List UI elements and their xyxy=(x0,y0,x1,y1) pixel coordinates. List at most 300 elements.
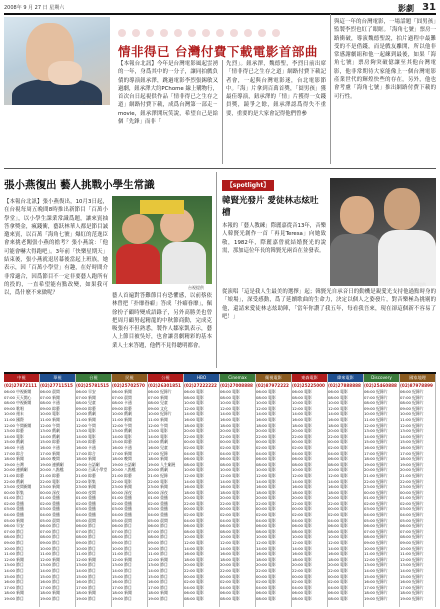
tv-program-row: 02:00 重播 xyxy=(4,500,24,506)
tv-program-row: 15:00 戲劇 xyxy=(4,439,24,445)
tv-program-row: 05:00 晨間 xyxy=(112,517,132,523)
top-photo-credit: 鄧超賀提供 xyxy=(80,100,100,105)
tv-program-row: 00:00 電影 xyxy=(256,506,276,512)
tv-program-row: 06:00 電影 xyxy=(256,456,276,462)
tv-program-row: 08:00 節目 xyxy=(4,534,24,540)
tv-program-row: 23:00 新聞 xyxy=(148,484,168,490)
tv-program-row: 06:00 節目 xyxy=(112,523,132,529)
tv-program-row: 06:00 電影 xyxy=(256,523,276,529)
tv-program-row: 10:00 電影 xyxy=(256,534,276,540)
tv-program-row: 16:00 電影 xyxy=(292,484,312,490)
tv-program-row: 09:00 節目 xyxy=(40,540,60,546)
tv-program-row: 03:00 紀錄片 xyxy=(400,506,424,512)
tv-program-row: 13:00 紀錄片 xyxy=(364,562,388,568)
tv-program-row: 11:00 節目 xyxy=(40,551,60,557)
tv-program-row: 22:00 電影 xyxy=(148,478,168,484)
tv-program-row: 06:00 紀錄片 xyxy=(148,389,172,394)
tv-program-row: 08:00 電影 xyxy=(256,461,276,467)
tv-program-row: 09:00 綜藝 xyxy=(76,405,96,411)
tv-program-row: 13:00 節目 xyxy=(4,562,24,568)
tv-program-row: 20:00 電影 xyxy=(184,428,204,434)
tv-program-row: 10:00 電影 xyxy=(220,400,240,406)
page-number: 31 xyxy=(422,2,436,13)
tv-program-row: 10:00 電影 xyxy=(328,400,348,406)
tv-program-row: 12:00 電影 xyxy=(328,405,348,411)
tv-program-row: 22:00 戲劇 xyxy=(4,478,24,484)
column-divider xyxy=(222,60,223,164)
tv-program-row: 07:00 晨間 xyxy=(112,394,132,400)
tv-program-row: 17:00 紀錄 xyxy=(148,450,168,456)
tv-program-row: 12:00 午間 xyxy=(112,422,132,428)
tv-program-row: 18:00 新聞 xyxy=(4,590,24,596)
tv-program-row: 10:00 紀錄片 xyxy=(400,545,424,551)
tv-channel-name: 台視 xyxy=(76,374,111,382)
tv-program-row: 08:00 電影 xyxy=(220,595,240,601)
tv-program-row: 12:00 電影 xyxy=(184,540,204,546)
tv-program-row: 23:00 新聞 xyxy=(40,484,60,490)
left-story-column-2: 藝人首遍對答難節目有恐懼感，以前蔡依林曾把「扑靡眷癖」答成「扑癖眷靡」，佩徐扮子顧時變成語錄子，另外高勝美也曾把周月顧努起精龍的中秋節商動，完成克吸張有不但熟悉，製作人鄒家凱表示，藝人上節目被吳好，也會讓喜劇精彩的基本業人士來答題，他們不見得聰明都會。 xyxy=(112,293,212,349)
tv-program-row: 20:00 電影 xyxy=(292,495,312,501)
tv-program-row: 06:00 早安 xyxy=(76,389,96,394)
tv-channel-phone: (02)27872111 xyxy=(4,383,37,388)
tv-program-row: 23:00 紀錄片 xyxy=(400,484,424,490)
tv-program-row: 16:00 電影 xyxy=(292,551,312,557)
tv-program-row: 00:00 電影 xyxy=(292,573,312,579)
tv-program-row: 16:00 卡通 xyxy=(40,444,60,450)
tv-program-row: 22:00 電影 xyxy=(220,433,240,439)
tv-program-row: 14:00 紀錄片 xyxy=(364,568,388,573)
tv-program-row: 08:00 電影 xyxy=(184,461,204,467)
tv-program-row: 08:00 電影 xyxy=(220,528,240,534)
tv-program-row: 04:00 紀錄片 xyxy=(400,512,424,518)
tv-program-row: 20:00 電影 xyxy=(292,428,312,434)
tv-program-row: 00:00 電影 xyxy=(220,573,240,579)
tv-channel-name: 衛視電影 xyxy=(256,374,291,382)
tv-program-row: 19:00 節目 xyxy=(112,595,132,601)
tv-program-row: 18:00 電影 xyxy=(328,556,348,562)
tv-program-row: 01:00 重播 xyxy=(76,495,96,501)
tv-channel-column xyxy=(4,374,40,607)
tv-program-row: 22:00 紀錄片 xyxy=(400,478,424,484)
tv-program-row: 00:00 電影 xyxy=(184,506,204,512)
tv-program-row: 13:00 戲劇 xyxy=(40,428,60,434)
tv-program-row: 17:00 紀錄片 xyxy=(400,450,424,456)
tv-program-row: 17:00 新聞 xyxy=(40,450,60,456)
tv-program-row: 01:00 節目 xyxy=(4,495,24,501)
tv-program-row: 20:00 八點檔 xyxy=(112,467,136,473)
tv-program-row: 04:00 電影 xyxy=(256,584,276,590)
tv-program-row: 16:00 紀錄片 xyxy=(400,444,424,450)
tv-program-row: 08:00 節目 xyxy=(76,534,96,540)
tv-program-row: 00:00 電影 xyxy=(292,506,312,512)
tv-program-row: 14:00 電影 xyxy=(328,478,348,484)
tv-program-row: 08:00 電影 xyxy=(328,595,348,601)
tv-program-row: 09:00 歌唱 xyxy=(4,405,24,411)
tv-program-row: 05:00 新聞 xyxy=(4,517,24,523)
tv-program-row: 18:00 電影 xyxy=(220,556,240,562)
tv-program-row: 10:00 紀錄片 xyxy=(364,545,388,551)
tv-program-row: 16:00 節目 xyxy=(40,579,60,585)
tv-program-row: 12:00 電影 xyxy=(256,405,276,411)
tv-program-row: 10:00 電影 xyxy=(328,467,348,473)
tv-program-row: 13:00 戲劇 xyxy=(112,428,132,434)
tv-program-row: 16:00 卡通 xyxy=(112,444,132,450)
tv-program-row: 15:00 節目 xyxy=(40,573,60,579)
tv-program-row: 16:00 電影 xyxy=(184,484,204,490)
tv-program-row: 08:00 電影 xyxy=(328,528,348,534)
tv-program-row: 12:00 紀錄片 xyxy=(364,556,388,562)
tv-program-row: 00:00 電影 xyxy=(220,439,240,445)
tv-program-row: 04:00 電影 xyxy=(328,517,348,523)
tv-program-row: 22:00 紀錄片 xyxy=(364,478,388,484)
tv-program-row: 02:00 重播 xyxy=(76,500,96,506)
tv-program-row: 14:00 電影 xyxy=(256,478,276,484)
tv-program-row: 02:00 電影 xyxy=(292,444,312,450)
tv-program-row: 14:00 紀錄片 xyxy=(400,433,424,439)
top-story-photo xyxy=(4,17,110,105)
tv-program-row: 14:00 電影 xyxy=(292,411,312,417)
tv-program-row: 14:00 電影 xyxy=(328,545,348,551)
tv-program-row: 00:00 紀錄片 xyxy=(364,489,388,495)
tv-program-row: 12:00 電影 xyxy=(220,405,240,411)
tv-program-row: 22:00 電影 xyxy=(328,568,348,573)
tv-program-row: 18:00 新聞 xyxy=(4,456,24,462)
tv-program-row: 14:00 紀錄片 xyxy=(364,433,388,439)
tv-program-row: 04:00 電影 xyxy=(328,584,348,590)
tv-program-row: 16:00 兒童 xyxy=(148,444,168,450)
tv-program-row: 21:00 綜藝 xyxy=(76,472,96,478)
tv-program-row: 18:00 電影 xyxy=(256,556,276,562)
left-photo-credit: 台視提供 xyxy=(188,285,204,290)
tv-program-row: 21:00 綜藝 xyxy=(40,472,60,478)
tv-program-row: 16:00 電影 xyxy=(220,416,240,422)
tv-program-row: 19:00 紀錄片 xyxy=(400,461,424,467)
tv-program-row: 11:00 新聞 xyxy=(148,416,168,422)
tv-program-row: 18:00 紀錄片 xyxy=(400,590,424,596)
tv-program-row: 00:00 電影 xyxy=(328,439,348,445)
tv-program-row: 23:00 夜間新聞 xyxy=(4,484,32,490)
tv-program-row: 04:00 電影 xyxy=(220,517,240,523)
tv-program-row: 23:00 新聞 xyxy=(112,484,132,490)
tv-program-row: 12:00 電影 xyxy=(256,472,276,478)
tv-program-row: 22:00 電影 xyxy=(184,433,204,439)
tv-program-row: 14:00 節目 xyxy=(148,568,168,573)
tv-program-row: 11:00 紀錄片 xyxy=(364,416,388,422)
tv-program-row: 08:00 電影 xyxy=(256,528,276,534)
tv-program-row: 03:00 重播 xyxy=(112,506,132,512)
tv-program-row: 14:00 電影 xyxy=(328,411,348,417)
tv-program-row: 05:00 晨間 xyxy=(40,517,60,523)
tv-program-row: 09:00 紀錄片 xyxy=(400,405,424,411)
tv-program-row: 08:00 電影 xyxy=(328,394,348,400)
tv-program-row: 06:00 新聞 xyxy=(112,389,132,394)
tv-program-row: 18:00 紀錄片 xyxy=(400,456,424,462)
tv-program-row: 08:00 電影 xyxy=(328,461,348,467)
tv-program-row: 21:00 紀錄片 xyxy=(364,472,388,478)
tv-program-row: 09:00 節目 xyxy=(4,540,24,546)
tv-program-row: 13:00 紀錄片 xyxy=(400,428,424,434)
tv-program-row: 14:00 節目 xyxy=(40,568,60,573)
tv-channel-phone: (02)27222222 xyxy=(184,383,217,388)
tv-program-row: 08:00 電影 xyxy=(292,394,312,400)
tv-program-row: 06:00 電影 xyxy=(184,456,204,462)
tv-channel-name: Discovery xyxy=(364,374,399,382)
tv-program-row: 15:00 紀錄片 xyxy=(400,439,424,445)
tv-program-row: 09:00 紀錄片 xyxy=(364,405,388,411)
tv-program-row: 02:00 電影 xyxy=(328,512,348,518)
tv-channel-name: 民視 xyxy=(112,374,147,382)
tv-program-row: 05:00 晨間 xyxy=(148,517,168,523)
tv-program-row: 12:00 紀錄片 xyxy=(400,556,424,562)
tv-program-row: 20:00 電影 xyxy=(256,428,276,434)
tv-program-row: 18:00 電影 xyxy=(292,422,312,428)
section-name: 影劇 xyxy=(398,4,414,13)
tv-program-row: 08:00 電影 xyxy=(220,394,240,400)
tv-program-row: 19:00 連續劇 xyxy=(40,461,64,467)
tv-channel-phone: (02)27711515 xyxy=(40,383,73,388)
tv-program-row: 21:00 綜藝 xyxy=(112,472,132,478)
tv-program-row: 12:00 新聞 xyxy=(76,556,96,562)
tv-program-row: 10:00 電影 xyxy=(292,467,312,473)
tv-program-row: 22:00 影集 xyxy=(76,478,96,484)
tv-program-row: 11:00 紀錄片 xyxy=(364,551,388,557)
tv-channel-name: Cinemax xyxy=(220,374,255,382)
tv-program-row: 12:00 電影 xyxy=(292,540,312,546)
tv-program-row: 14:00 戲劇 xyxy=(40,433,60,439)
tv-program-row: 15:00 節目 xyxy=(4,573,24,579)
tv-channel-name: 緯來電影 xyxy=(328,374,363,382)
tv-program-row: 04:00 電影 xyxy=(256,517,276,523)
tv-program-row: 04:00 重播 xyxy=(4,512,24,518)
tv-program-row: 07:00 紀錄片 xyxy=(400,394,424,400)
tv-program-row: 07:00 節目 xyxy=(76,528,96,534)
tv-program-row: 16:00 紀錄片 xyxy=(364,444,388,450)
tv-program-row: 17:00 節目 xyxy=(40,584,60,590)
tv-program-row: 13:00 綜藝 xyxy=(4,428,24,434)
spotlight-photo-credit: 華研提供 xyxy=(410,282,426,287)
tv-program-row: 08:00 電影 xyxy=(184,528,204,534)
tv-program-row: 07:00 紀錄片 xyxy=(364,528,388,534)
tv-program-row: 14:00 電影 xyxy=(292,478,312,484)
tv-program-row: 08:00 電影 xyxy=(292,461,312,467)
tv-program-row: 11:00 節目 xyxy=(112,551,132,557)
tv-program-row: 02:00 電影 xyxy=(256,444,276,450)
tv-program-row: 08:00 兒童 xyxy=(76,400,96,406)
tv-program-row: 00:00 電影 xyxy=(292,439,312,445)
tv-program-row: 21:00 紀錄片 xyxy=(400,472,424,478)
tv-program-row: 08:00 電影 xyxy=(292,595,312,601)
tv-program-row: 20:00 電影 xyxy=(328,495,348,501)
tv-program-row: 02:00 電影 xyxy=(184,444,204,450)
tv-program-row: 20:00 紀錄片 xyxy=(364,467,388,473)
tv-program-row: 10:00 週末 xyxy=(4,411,24,417)
tv-program-row: 20:00 電影 xyxy=(328,428,348,434)
tv-program-row: 16:00 電影 xyxy=(328,416,348,422)
tv-program-row: 06:00 電影 xyxy=(292,590,312,596)
tv-program-row: 06:00 電影 xyxy=(184,590,204,596)
tv-program-row: 15:00 節目 xyxy=(112,573,132,579)
tv-program-row: 16:00 節目 xyxy=(148,579,168,585)
tv-program-row: 20:00 戲劇 xyxy=(148,467,168,473)
tv-program-row: 05:00 紀錄片 xyxy=(400,517,424,523)
tv-channel-column xyxy=(400,374,436,607)
issue-date: 2008年 9 月 27 日 星期六 xyxy=(4,5,65,11)
tv-program-row: 10:00 電影 xyxy=(40,411,60,417)
tv-program-row: 06:00 電影 xyxy=(328,523,348,529)
tv-program-row: 19:00 台語劇 xyxy=(112,461,136,467)
tv-program-row: 12:00 電影 xyxy=(220,540,240,546)
tv-channel-phone: (02)25225000 xyxy=(292,383,325,388)
tv-program-row: 17:00 紀錄片 xyxy=(400,584,424,590)
tv-program-row: 16:00 節目 xyxy=(76,579,96,585)
tv-program-row: 20:00 電影 xyxy=(184,562,204,568)
tv-channel-phone: (02)25781515 xyxy=(76,383,109,388)
tv-program-row: 07:00 節目 xyxy=(4,528,24,534)
tv-program-row: 18:00 電影 xyxy=(184,489,204,495)
tv-program-row: 08:00 紀錄片 xyxy=(364,534,388,540)
tv-program-row: 16:00 電影 xyxy=(220,551,240,557)
tv-program-row: 11:00 新聞 xyxy=(112,416,132,422)
tv-program-row: 07:00 新聞 xyxy=(40,394,60,400)
tv-program-row: 13:00 節目 xyxy=(148,562,168,568)
tv-program-row: 10:00 節目 xyxy=(4,545,24,551)
tv-program-row: 13:00 電影 xyxy=(76,428,96,434)
tv-program-row: 04:00 重播 xyxy=(40,512,60,518)
tv-program-row: 16:00 紀錄片 xyxy=(364,579,388,585)
tv-program-row: 12:00 電影 xyxy=(292,472,312,478)
tv-program-row: 03:00 重播 xyxy=(40,506,60,512)
tv-program-row: 19:00 節目 xyxy=(40,595,60,601)
tv-program-row: 02:00 重播 xyxy=(40,500,60,506)
tv-program-row: 06:00 電影 xyxy=(220,523,240,529)
tv-channel-column xyxy=(76,374,112,607)
tv-program-row: 06:00 電影 xyxy=(220,456,240,462)
tv-program-row: 17:00 紀錄片 xyxy=(364,450,388,456)
tv-program-row: 13:00 節目 xyxy=(112,562,132,568)
tv-program-row: 15:00 節目 xyxy=(76,573,96,579)
tv-program-row: 04:00 電影 xyxy=(292,450,312,456)
tv-program-row: 07:00 節目 xyxy=(40,528,60,534)
tv-program-row: 22:00 電影 xyxy=(220,568,240,573)
tv-program-row: 06:00 電影 xyxy=(328,389,348,394)
tv-program-row: 10:00 紀錄片 xyxy=(364,411,388,417)
tv-program-row: 11:00 節目 xyxy=(76,551,96,557)
tv-program-row: 18:00 新聞 xyxy=(76,590,96,596)
tv-program-row: 09:00 綜藝 xyxy=(40,405,60,411)
tv-program-row: 07:00 紀錄片 xyxy=(364,394,388,400)
tv-channel-phone: (02)26301851 xyxy=(148,383,181,388)
title-decoration xyxy=(118,22,318,38)
tv-program-row: 06:00 節目 xyxy=(148,523,168,529)
tv-program-row: 11:00 紀錄片 xyxy=(400,551,424,557)
spotlight-tag: 【spotlight】 xyxy=(222,180,274,191)
tv-program-row: 04:00 電影 xyxy=(328,450,348,456)
tv-program-row: 14:00 電影 xyxy=(256,545,276,551)
tv-program-row: 12:00 午間 xyxy=(40,422,60,428)
tv-program-row: 22:00 電影 xyxy=(184,568,204,573)
tv-program-row: 00:00 深夜 xyxy=(148,489,168,495)
tv-channel-column xyxy=(148,374,184,607)
tv-program-row: 14:00 電影 xyxy=(184,478,204,484)
tv-program-row: 20:00 電影 xyxy=(328,562,348,568)
tv-program-row: 17:00 節目 xyxy=(4,584,24,590)
tv-program-row: 16:00 電影 xyxy=(256,551,276,557)
tv-program-row: 22:00 電影 xyxy=(256,500,276,506)
tv-program-row: 22:00 電影 xyxy=(292,568,312,573)
tv-program-row: 14:00 節目 xyxy=(112,568,132,573)
tv-program-row: 00:00 電影 xyxy=(220,506,240,512)
tv-program-row: 12:00 電影 xyxy=(328,540,348,546)
tv-program-row: 08:00 電影 xyxy=(256,394,276,400)
tv-program-row: 01:00 重播 xyxy=(40,495,60,501)
tv-program-row: 13:00 紀錄片 xyxy=(364,428,388,434)
tv-program-row: 02:00 電影 xyxy=(256,512,276,518)
tv-program-row: 13:00 節目 xyxy=(40,562,60,568)
tv-program-row: 14:00 電影 xyxy=(148,433,168,439)
tv-program-row: 19:00 台灣 xyxy=(4,461,24,467)
tv-program-row: 12:00 電影 xyxy=(184,405,204,411)
tv-program-row: 02:00 重播 xyxy=(112,500,132,506)
tv-program-row: 22:00 電影 xyxy=(184,500,204,506)
tv-program-row: 02:00 電影 xyxy=(328,579,348,585)
tv-program-row: 12:00 午間新聞 xyxy=(4,422,32,428)
tv-program-row: 06:00 紀錄片 xyxy=(364,389,388,394)
tv-program-row: 21:00 綜藝 xyxy=(4,472,24,478)
tv-program-row: 10:00 電影 xyxy=(256,400,276,406)
tv-program-row: 10:00 節目 xyxy=(148,545,168,551)
tv-channel-column xyxy=(184,374,220,607)
tv-program-row: 06:00 電影 xyxy=(292,389,312,394)
tv-program-row: 18:00 新聞 xyxy=(148,456,168,462)
tv-program-row: 14:00 電影 xyxy=(184,411,204,417)
tv-program-row: 17:00 綜合 xyxy=(76,450,96,456)
tv-program-row: 22:00 電影 xyxy=(40,478,60,484)
tv-program-row: 10:00 電影 xyxy=(292,400,312,406)
tv-program-row: 06:00 節目 xyxy=(40,523,60,529)
tv-program-row: 10:00 電影 xyxy=(184,400,204,406)
tv-program-row: 18:00 電影 xyxy=(292,489,312,495)
left-story-photo xyxy=(112,196,212,284)
tv-listings xyxy=(4,372,436,605)
tv-channel-column xyxy=(112,374,148,607)
tv-program-row: 16:00 節目 xyxy=(112,579,132,585)
tv-program-row: 10:00 電影 xyxy=(292,534,312,540)
tv-program-row: 10:00 戲劇 xyxy=(76,411,96,417)
tv-program-row: 14:00 電影 xyxy=(220,411,240,417)
tv-program-row: 08:00 電影 xyxy=(184,394,204,400)
tv-program-row: 08:00 電影 xyxy=(256,595,276,601)
header-rule xyxy=(4,13,436,15)
tv-program-row: 17:00 紀錄片 xyxy=(364,584,388,590)
tv-program-row: 18:00 電影 xyxy=(328,489,348,495)
tv-program-row: 10:00 戲劇 xyxy=(112,411,132,417)
tv-program-row: 22:00 電影 xyxy=(328,500,348,506)
tv-program-row: 06:00 電影 xyxy=(256,389,276,394)
tv-program-row: 03:00 重播 xyxy=(4,506,24,512)
tv-channel-phone: (02)27008888 xyxy=(220,383,253,388)
tv-program-row: 06:00 紀錄片 xyxy=(364,523,388,529)
tv-program-row: 00:00 電影 xyxy=(184,573,204,579)
tv-program-row: 06:00 電影 xyxy=(184,389,204,394)
column-divider xyxy=(330,14,331,164)
tv-program-row: 22:00 電影 xyxy=(220,500,240,506)
tv-program-row: 06:00 電影 xyxy=(328,456,348,462)
tv-program-row: 14:00 電影 xyxy=(184,545,204,551)
tv-program-row: 22:00 電影 xyxy=(292,500,312,506)
tv-program-row: 18:00 晚間 xyxy=(112,456,132,462)
tv-program-row: 20:00 八點檔 xyxy=(40,467,64,473)
tv-program-row: 02:00 紀錄片 xyxy=(364,500,388,506)
